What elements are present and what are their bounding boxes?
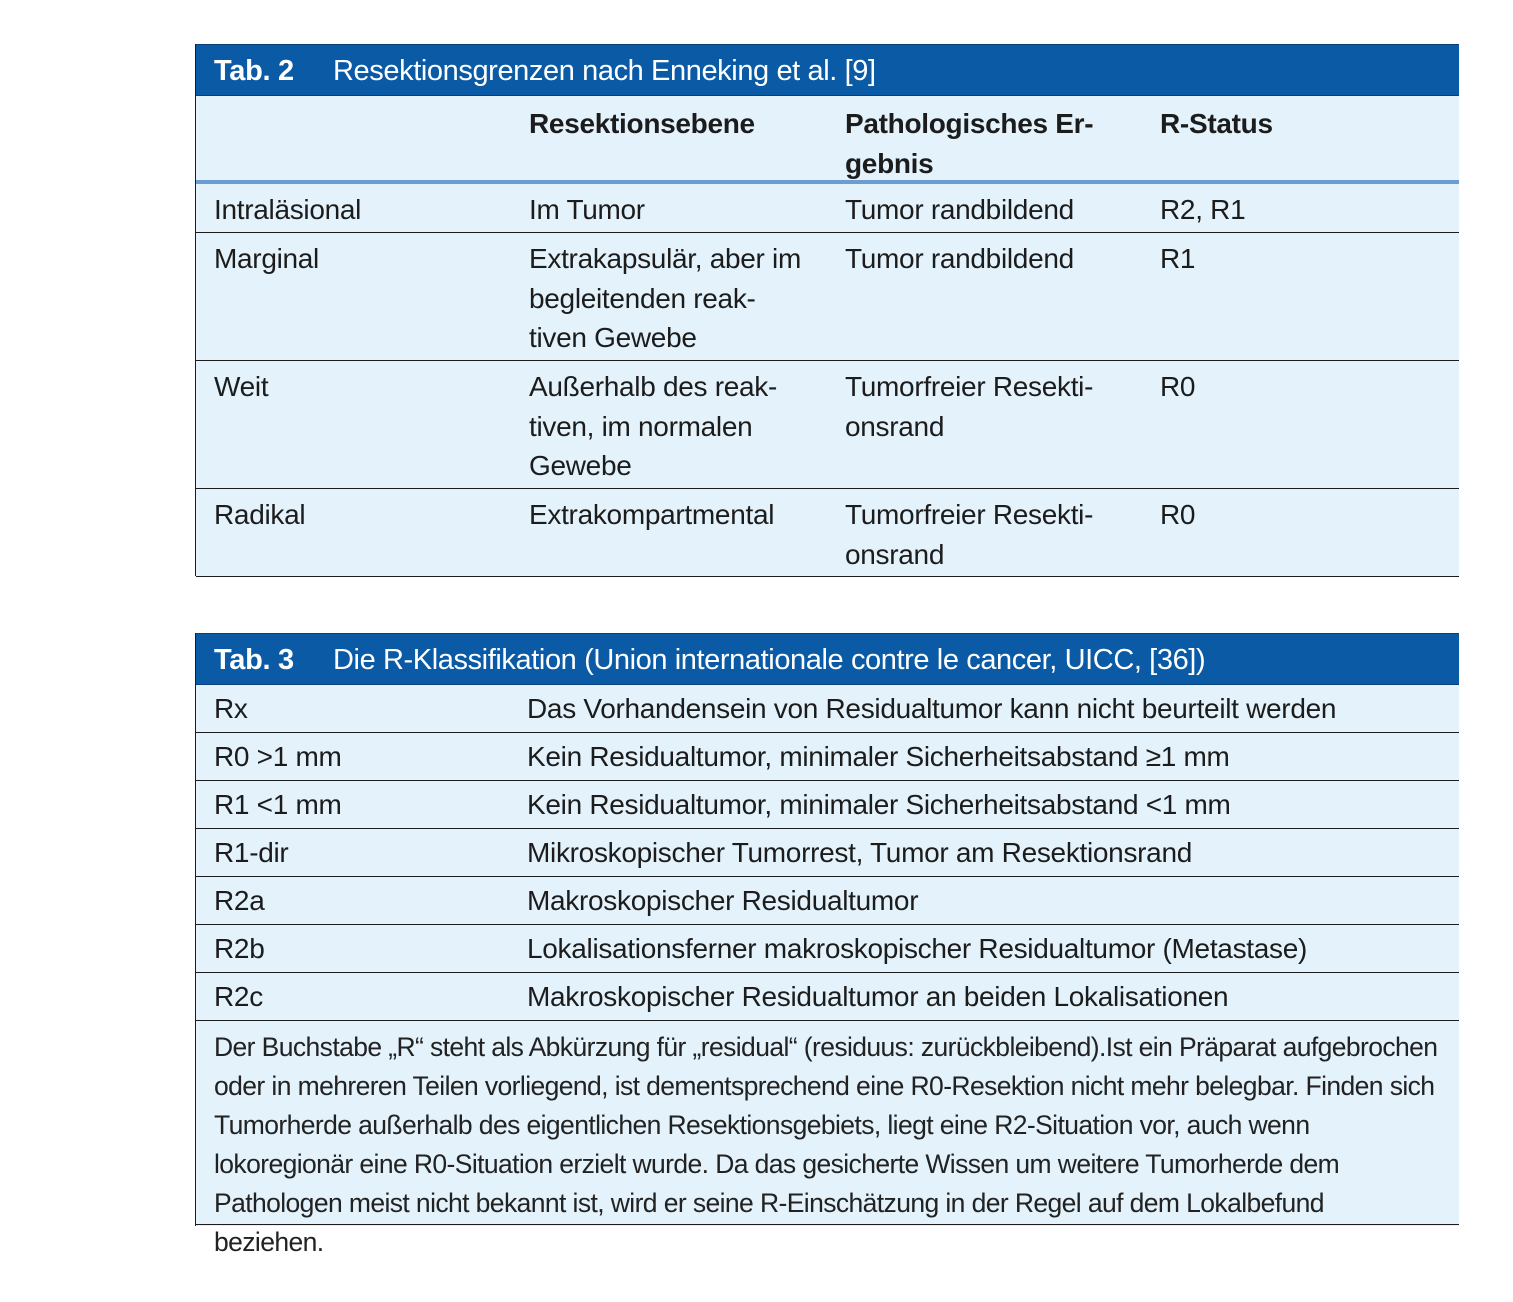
cell-description: Mikroskopischer Tumorrest, Tumor am Resektionsrand	[527, 837, 1192, 868]
table-row	[196, 781, 1459, 829]
table-title: Die R-Klassifikation (Union internationale contre le cancer, UICC, [36])	[333, 644, 1206, 676]
cell-r-status: R0	[1160, 371, 1196, 402]
cell-description: Lokalisationsferner makroskopischer Residualtumor (Metastase)	[527, 933, 1308, 964]
cell-type: Intraläsional	[214, 194, 362, 225]
table-r-klassifikation	[195, 633, 1459, 1257]
cell-code: Rx	[214, 693, 248, 724]
table-footnote: Der Buchstabe „R“ steht als Abkürzung für „residual“ (residuus: zurückbleibend).Ist ein Präparat aufgebrochen oder in mehreren Teilen vorliegend, ist dementsprechend eine R0-Resektion nicht mehr belegbar. Finden sich Tumorherde außerhalb des eigentlichen Resektionsgebiets, liegt eine R2-Situation vor, auch wenn lokoregionär eine R0-Situation erzielt wurde. Da das gesicherte Wissen um weitere Tumorherde dem Pathologen meist nicht bekannt ist, wird er seine R-Einschätzung in der Regel auf dem Lokalbefund beziehen.	[196, 1021, 1459, 1225]
column-header-resektionsebene: Resektionsebene	[529, 108, 755, 139]
table-title: Resektionsgrenzen nach Enneking et al. [9]	[333, 55, 876, 87]
cell-ergebnis: Tumorfreier Resekti- onsrand	[845, 371, 1094, 442]
cell-type: Radikal	[214, 499, 306, 530]
table-number: Tab. 3	[214, 644, 294, 676]
cell-code: R2c	[214, 981, 263, 1012]
cell-type: Weit	[214, 371, 269, 402]
column-header-row	[196, 96, 1459, 184]
table-row	[196, 184, 1459, 233]
cell-code: R2b	[214, 933, 265, 964]
table-resektionsgrenzen	[195, 44, 1459, 576]
cell-resektionsebene: Außerhalb des reak- tiven, im normalen Gewebe	[529, 371, 777, 481]
cell-ergebnis: Tumor randbildend	[845, 194, 1074, 225]
cell-resektionsebene: Extrakompartmental	[529, 499, 775, 530]
cell-code: R0 >1 mm	[214, 741, 342, 772]
cell-description: Makroskopischer Residualtumor	[527, 885, 919, 916]
cell-description: Kein Residualtumor, minimaler Sicherheitsabstand ≥1 mm	[527, 741, 1230, 772]
cell-description: Kein Residualtumor, minimaler Sicherheitsabstand <1 mm	[527, 789, 1231, 820]
cell-code: R1-dir	[214, 837, 289, 868]
cell-code: R1 <1 mm	[214, 789, 342, 820]
cell-r-status: R2, R1	[1160, 194, 1246, 225]
cell-resektionsebene: Extrakapsulär, aber im begleitenden reak- tiven Gewebe	[529, 243, 801, 353]
table-row	[196, 685, 1459, 733]
table-row	[196, 489, 1459, 577]
cell-r-status: R0	[1160, 499, 1196, 530]
cell-ergebnis: Tumorfreier Resekti- onsrand	[845, 499, 1094, 570]
cell-type: Marginal	[214, 243, 319, 274]
cell-resektionsebene: Im Tumor	[529, 194, 645, 225]
table-row	[196, 733, 1459, 781]
cell-description: Das Vorhandensein von Residualtumor kann nicht beurteilt werden	[527, 693, 1337, 724]
cell-code: R2a	[214, 885, 265, 916]
cell-r-status: R1	[1160, 243, 1196, 274]
table-number: Tab. 2	[214, 55, 294, 87]
table-row	[196, 973, 1459, 1021]
cell-ergebnis: Tumor randbildend	[845, 243, 1074, 274]
table-header-bar	[196, 633, 1459, 685]
table-row	[196, 877, 1459, 925]
table-row	[196, 361, 1459, 489]
table-row	[196, 233, 1459, 361]
table-row	[196, 829, 1459, 877]
column-header-r-status: R-Status	[1160, 108, 1273, 139]
table-header-bar	[196, 44, 1459, 96]
table-row	[196, 925, 1459, 973]
cell-description: Makroskopischer Residualtumor an beiden Lokalisationen	[527, 981, 1229, 1012]
column-header-pathologisches-ergebnis: Pathologisches Er- gebnis	[845, 108, 1094, 179]
